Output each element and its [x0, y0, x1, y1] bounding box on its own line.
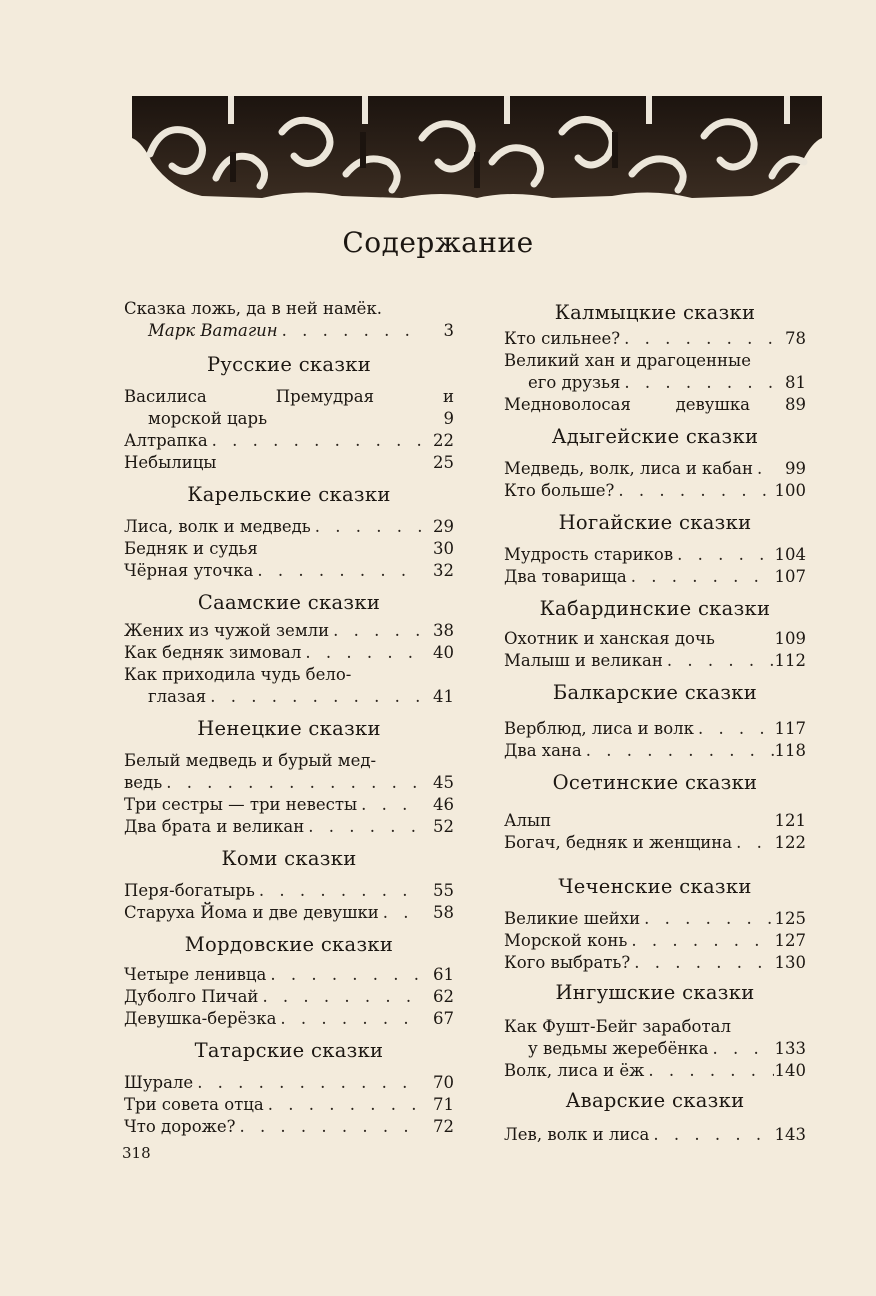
toc-entry: Девушка-берёзка . . . 67	[124, 1008, 454, 1030]
toc-entry: ведь . . . 45	[124, 772, 454, 794]
toc-entry: Два брата и великан . . . 52	[124, 816, 454, 838]
toc-entry: Три сестры — три невесты . . . 46	[124, 794, 454, 816]
toc-entry: Как бедняк зимовал . . . 40	[124, 642, 454, 664]
toc-entry-vasilisa-line1: Василиса Премудрая и	[124, 387, 454, 406]
toc-entry: Кто сильнее? . . . 78	[504, 328, 806, 350]
toc-entry-intro-author: Марк Ватагин . . . 3	[124, 320, 454, 342]
toc-entry: Морской конь . . . 127	[504, 930, 806, 952]
section-heading-ingush: Ингушские сказки	[555, 981, 755, 1004]
toc-entry: Медведь, волк, лиса и кабан . . . 99	[504, 458, 806, 480]
toc-entry: Охотник и ханская дочь 109	[504, 629, 806, 648]
toc-entry-vasilisa: морской царь 9	[148, 409, 454, 428]
toc-entry: Два хана . . . 118	[504, 740, 806, 762]
section-heading-saami: Саамские сказки	[197, 591, 381, 614]
toc-entry: его друзья . . . 81	[504, 372, 806, 394]
toc-entry: Великие шейхи . . . 125	[504, 908, 806, 930]
section-heading-adyghe: Адыгейские сказки	[551, 425, 759, 448]
toc-entry: Перя-богатырь . . . 55	[124, 880, 454, 902]
toc-entry: Бедняк и судья 30	[124, 539, 454, 558]
section-heading-kabardian: Кабардинские сказки	[539, 597, 771, 620]
toc-entry: Алтрапка . . . 22	[124, 430, 454, 452]
toc-entry-line1: Как приходила чудь бело-	[124, 665, 352, 684]
section-heading-ossetian: Осетинские сказки	[552, 771, 758, 794]
toc-entry: Малыш и великан . . . 112	[504, 650, 806, 672]
section-heading-nenets: Ненецкие сказки	[197, 717, 381, 740]
toc-entry: Жених из чужой земли . . . 38	[124, 620, 454, 642]
toc-entry: Богач, бедняк и женщина . . . 122	[504, 832, 806, 854]
toc-entry-line1: Великий хан и драгоценные	[504, 351, 751, 370]
toc-entry: Шурале . . . 70	[124, 1072, 454, 1094]
section-heading-russian: Русские сказки	[206, 353, 372, 376]
toc-entry: Медноволосая девушка 89	[504, 395, 806, 414]
page-title: Содержание	[342, 226, 534, 259]
folk-ornament-header	[132, 92, 822, 202]
toc-entry: Старуха Йома и две девушки . . . 58	[124, 902, 454, 924]
section-heading-chechen: Чеченские сказки	[558, 875, 752, 898]
toc-entry: Чёрная уточка . . . 32	[124, 560, 454, 582]
toc-entry: Два товарища . . . 107	[504, 566, 806, 588]
toc-entry: Мудрость стариков . . . 104	[504, 544, 806, 566]
toc-entry: Лиса, волк и медведь . . . 29	[124, 516, 454, 538]
section-heading-komi: Коми сказки	[221, 847, 357, 870]
toc-entry: Дуболго Пичай . . . 62	[124, 986, 454, 1008]
section-heading-mordovian: Мордовские сказки	[184, 933, 394, 956]
toc-entry: Что дороже? . . . 72	[124, 1116, 454, 1138]
section-heading-avar: Аварские сказки	[565, 1089, 745, 1112]
toc-right-column	[504, 298, 806, 1146]
toc-entry: Кто больше? . . . 100	[504, 480, 806, 502]
toc-entry: Волк, лиса и ёж . . . 140	[504, 1060, 806, 1082]
toc-entry: Кого выбрать? . . . 130	[504, 952, 806, 974]
section-heading-tatar: Татарские сказки	[194, 1039, 384, 1062]
section-heading-kalmyk: Калмыцкие сказки	[554, 301, 756, 324]
toc-left-column	[124, 298, 454, 1138]
toc-entry-line1: Белый медведь и бурый мед-	[124, 751, 377, 770]
toc-entry-line1: Как Фушт-Бейг заработал	[504, 1017, 731, 1036]
toc-entry: Четыре ленивца . . . 61	[124, 964, 454, 986]
toc-entry: Небылицы 25	[124, 453, 454, 472]
section-heading-nogai: Ногайские сказки	[558, 511, 752, 534]
toc-entry: Верблюд, лиса и волк . . . 117	[504, 718, 806, 740]
toc-entry: Алып 121	[504, 811, 806, 830]
toc-entry: глазая . . . 41	[124, 686, 454, 708]
toc-entry: у ведьмы жеребёнка . . . 133	[504, 1038, 806, 1060]
toc-entry: Лев, волк и лиса . . . 143	[504, 1124, 806, 1146]
toc-entry-intro-title: Сказка ложь, да в ней намёк.	[124, 299, 383, 318]
section-heading-balkar: Балкарские сказки	[552, 681, 758, 704]
section-heading-karelian: Карельские сказки	[187, 483, 391, 506]
page-number: 318	[122, 1144, 151, 1162]
toc-entry: Три совета отца . . . 71	[124, 1094, 454, 1116]
